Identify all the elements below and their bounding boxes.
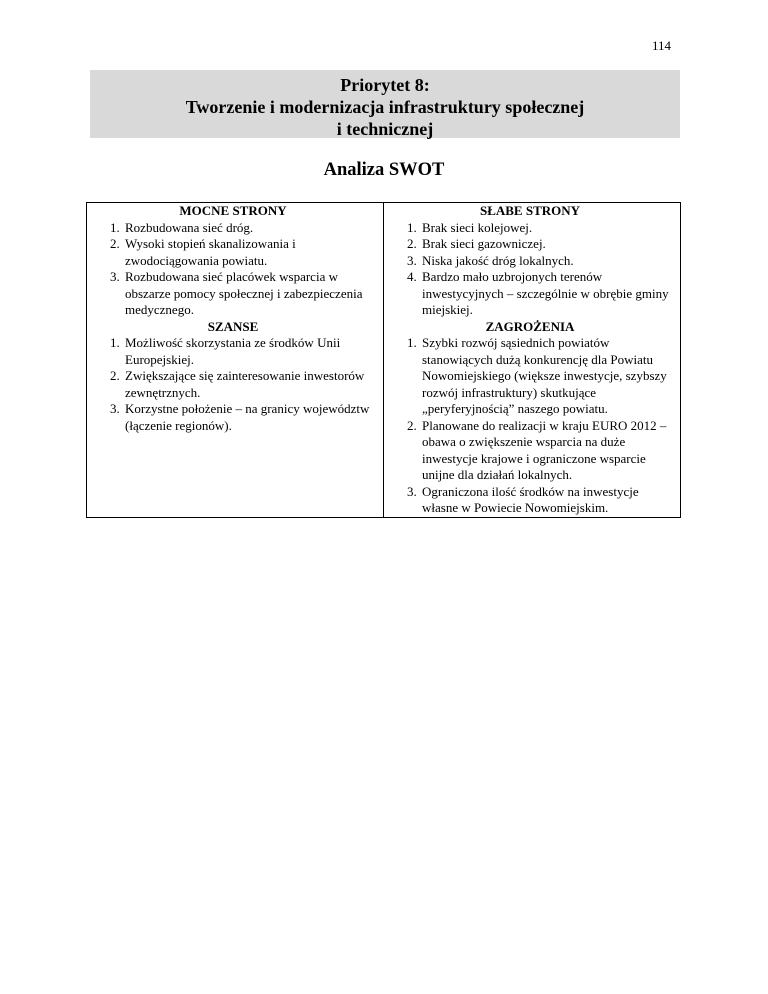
list-item: 1. Możliwość skorzystania ze środków Unii Europejskiej.: [123, 335, 379, 368]
list-item: 3. Korzystne położenie – na granicy województw (łączenie regionów).: [123, 401, 379, 434]
threats-list: [384, 335, 676, 517]
list-item: 3. Niska jakość dróg lokalnych.: [420, 253, 676, 270]
heading-line-3: i technicznej: [336, 119, 434, 139]
strengths-cell: [87, 203, 384, 319]
heading-line-1: Priorytet 8:: [340, 75, 430, 95]
list-item: 2. Brak sieci gazowniczej.: [420, 236, 676, 253]
threats-title: ZAGROŻENIA: [485, 318, 575, 334]
opportunities-list: [87, 335, 379, 434]
priority-heading: [90, 70, 680, 138]
threats-cell: [384, 319, 681, 518]
strengths-title: MOCNE STRONY: [179, 203, 287, 218]
list-item: 1. Brak sieci kolejowej.: [420, 220, 676, 237]
list-item: 3. Ograniczona ilość środków na inwestycje własne w Powiecie Nowomiejskim.: [420, 484, 676, 517]
list-item: 4. Bardzo mało uzbrojonych terenów inwestycyjnych – szczególnie w obrębie gminy miejskiej.: [420, 269, 676, 319]
swot-table: [86, 202, 681, 518]
list-item: 1. Rozbudowana sieć dróg.: [123, 220, 379, 237]
weaknesses-cell: [384, 203, 681, 319]
strengths-list: [87, 220, 379, 319]
list-item: 2. Planowane do realizacji w kraju EURO 2012 – obawa o zwiększenie wsparcia na duże inwestycje krajowe i ograniczone wsparcie unijne dla działań lokalnych.: [420, 418, 676, 484]
list-item: 2. Wysoki stopień skanalizowania i zwodociągowania powiatu.: [123, 236, 379, 269]
page-number: 114: [651, 38, 671, 53]
heading-line-2: Tworzenie i modernizacja infrastruktury społecznej: [185, 97, 585, 117]
weaknesses-title: SŁABE STRONY: [479, 203, 581, 218]
list-item: 1. Szybki rozwój sąsiednich powiatów stanowiących dużą konkurencję dla Powiatu Nowomiejskiego (większe inwestycje, szybszy rozwój infrastruktury) skutkujące „peryferyjnością” naszego powiatu.: [420, 335, 676, 418]
swot-subtitle: Analiza SWOT: [323, 160, 445, 180]
opportunities-cell: [87, 319, 384, 518]
list-item: 2. Zwiększające się zainteresowanie inwestorów zewnętrznych.: [123, 368, 379, 401]
weaknesses-list: [384, 220, 676, 319]
list-item: 3. Rozbudowana sieć placówek wsparcia w obszarze pomocy społecznej i zabezpieczenia medycznego.: [123, 269, 379, 319]
opportunities-title: SZANSE: [207, 318, 259, 334]
